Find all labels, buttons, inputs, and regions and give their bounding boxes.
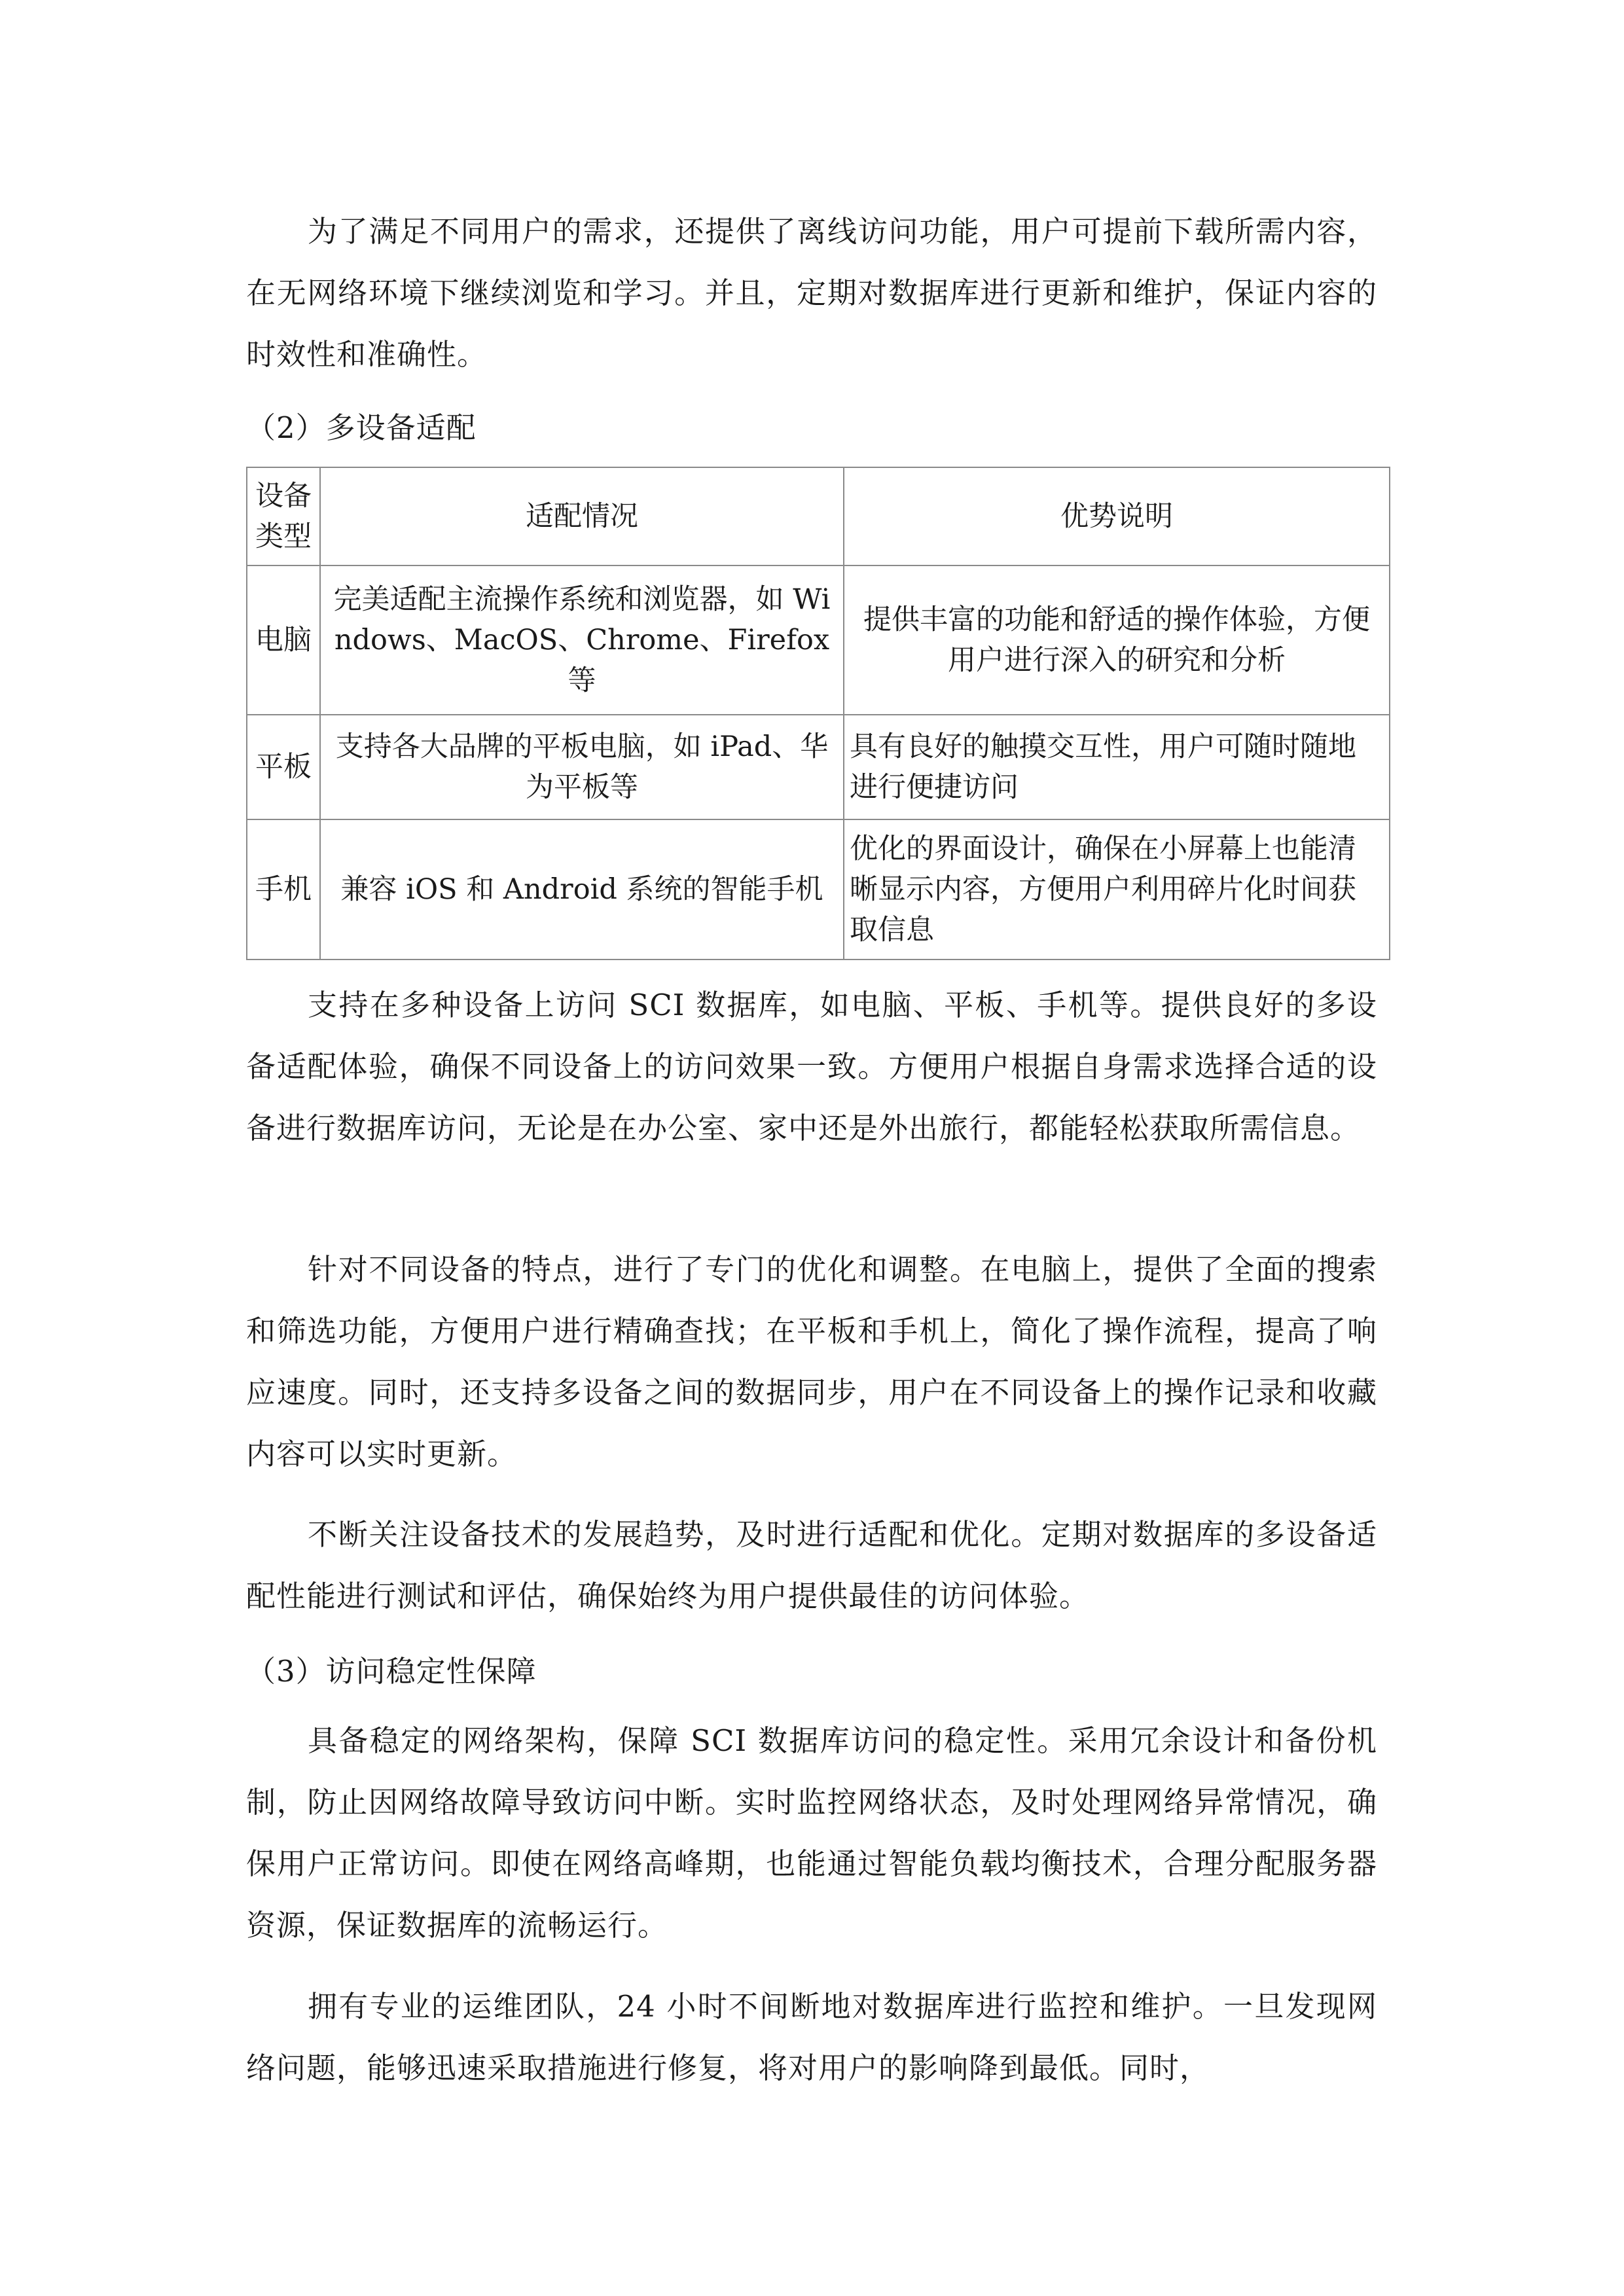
paragraph-offline-access: 为了满足不同用户的需求，还提供了离线访问功能，用户可提前下载所需内容，在无网络环境下继续浏览和学习。并且，定期对数据库进行更新和维护，保证内容的时效性和准确性。 — [246, 214, 1377, 372]
device-adaptation-table — [246, 467, 1390, 960]
section-heading-multi-device: （2）多设备适配 — [246, 410, 477, 445]
paragraph-network-architecture: 具备稳定的网络架构，保障 SCI 数据库访问的稳定性。采用冗余设计和备份机制，防止因网络故障导致访问中断。实时监控网络状态，及时处理网络异常情况，确保用户正常访问。即使在网络高峰期，也能通过智能负载均衡技术，合理分配服务器资源，保证数据库的流畅运行。 — [246, 1723, 1377, 1943]
table-row — [247, 715, 1390, 819]
table-header-cell: 设备类型 — [247, 467, 320, 565]
paragraph-tech-trends: 不断关注设备技术的发展趋势，及时进行适配和优化。定期对数据库的多设备适配性能进行测试和评估，确保始终为用户提供最佳的访问体验。 — [246, 1517, 1377, 1613]
table-cell-device: 手机 — [247, 819, 320, 960]
paragraph-ops-team: 拥有专业的运维团队，24 小时不间断地对数据库进行监控和维护。一旦发现网络问题，能够迅速采取措施进行修复，将对用户的影响降到最低。同时， — [246, 1989, 1377, 2085]
section-heading-access-stability: （3）访问稳定性保障 — [246, 1654, 537, 1689]
table-header-cell: 优势说明 — [844, 467, 1390, 565]
table-cell-adaptation: 完美适配主流操作系统和浏览器，如 Windows、MacOS、Chrome、Firefox 等 — [320, 565, 844, 715]
paragraph-device-optimization: 针对不同设备的特点，进行了专门的优化和调整。在电脑上，提供了全面的搜索和筛选功能，方便用户进行精确查找；在平板和手机上，简化了操作流程，提高了响应速度。同时，还支持多设备之间的数据同步，用户在不同设备上的操作记录和收藏内容可以实时更新。 — [246, 1252, 1377, 1471]
table-cell-advantage: 优化的界面设计，确保在小屏幕上也能清晰显示内容，方便用户利用碎片化时间获取信息 — [844, 819, 1390, 960]
table-row — [247, 565, 1390, 715]
table-header-row — [247, 467, 1390, 565]
table-cell-advantage: 具有良好的触摸交互性，用户可随时随地进行便捷访问 — [844, 715, 1390, 819]
table-cell-device: 电脑 — [247, 565, 320, 715]
paragraph-multi-device-access: 支持在多种设备上访问 SCI 数据库，如电脑、平板、手机等。提供良好的多设备适配体验，确保不同设备上的访问效果一致。方便用户根据自身需求选择合适的设备进行数据库访问，无论是在办公室、家中还是外出旅行，都能轻松获取所需信息。 — [246, 988, 1377, 1145]
table-cell-adaptation: 支持各大品牌的平板电脑，如 iPad、华为平板等 — [320, 715, 844, 819]
table-cell-adaptation: 兼容 iOS 和 Android 系统的智能手机 — [320, 819, 844, 960]
table-row — [247, 819, 1390, 960]
table-cell-advantage: 提供丰富的功能和舒适的操作体验，方便用户进行深入的研究和分析 — [844, 565, 1390, 715]
table-cell-device: 平板 — [247, 715, 320, 819]
table-header-cell: 适配情况 — [320, 467, 844, 565]
